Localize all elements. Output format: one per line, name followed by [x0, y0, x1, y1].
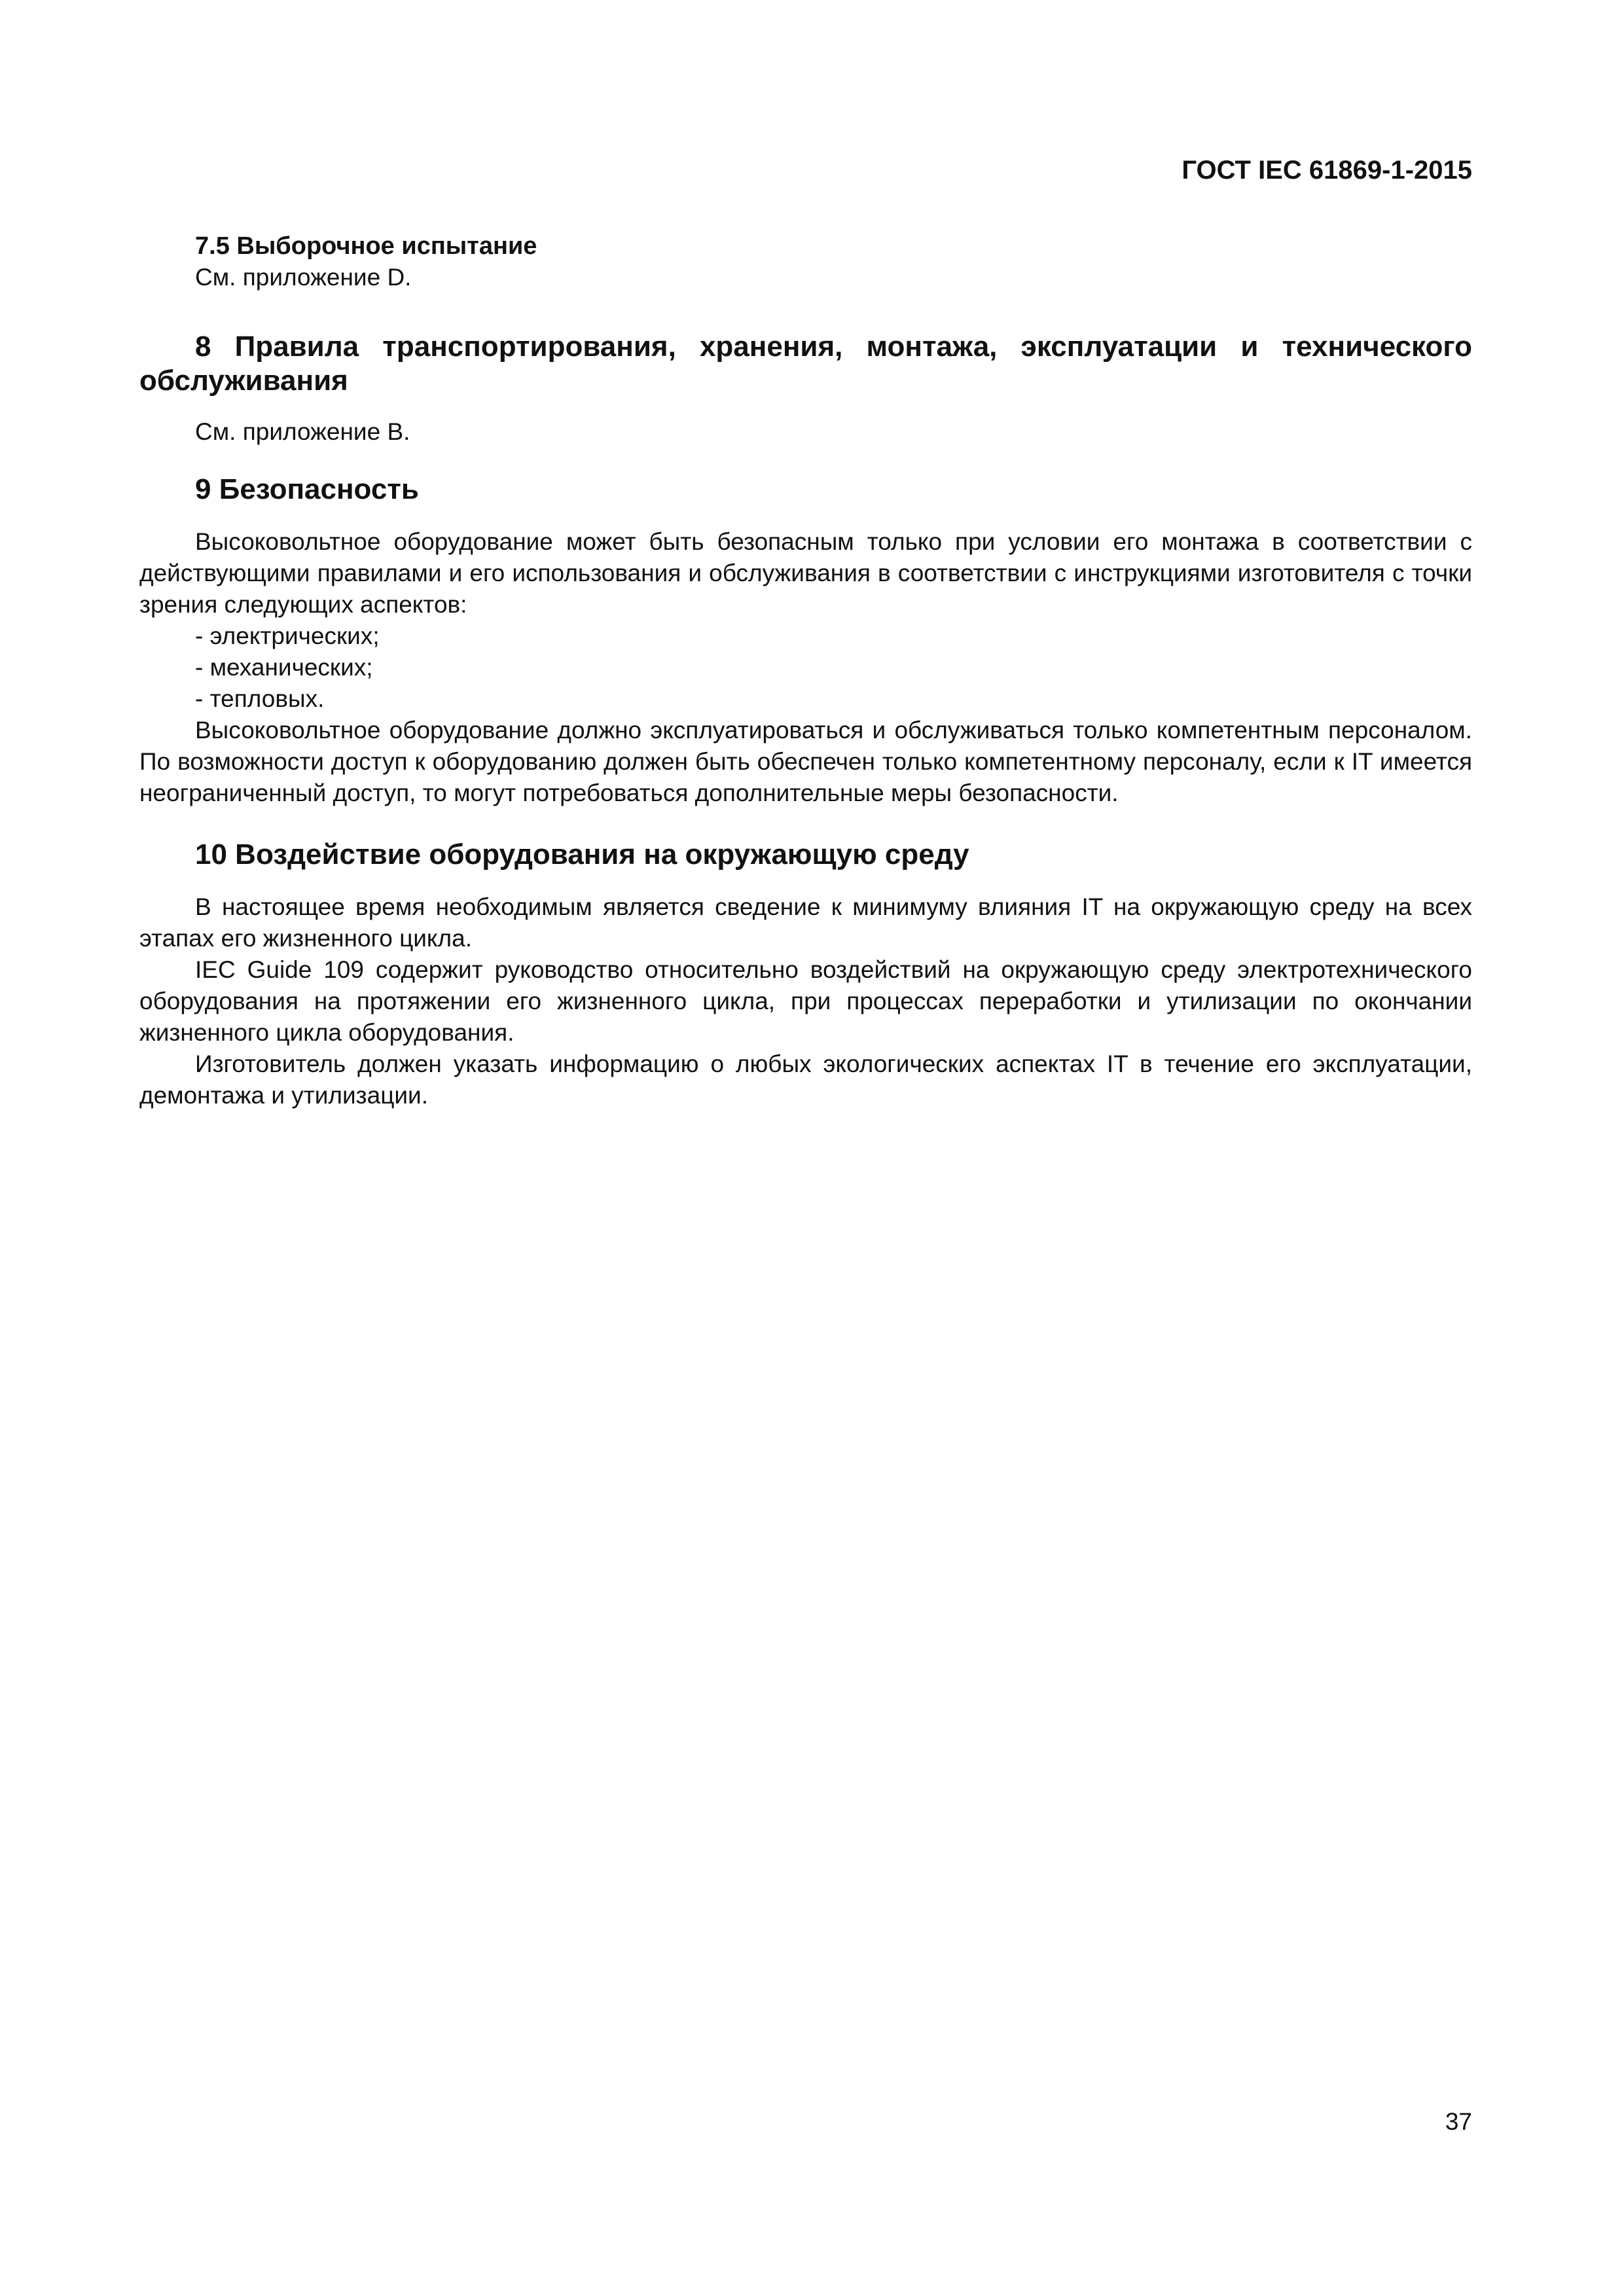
page-number: 37 — [1445, 2108, 1472, 2135]
document-code: ГОСТ IEC 61869-1-2015 — [1182, 156, 1472, 185]
section-9-heading: 9 Безопасность — [195, 473, 419, 505]
page-content — [139, 230, 1472, 1111]
section-9-paragraph-2: Высоковольтное оборудование должно эксплуатироваться и обслуживаться только компетентным персоналом. По возможности доступ к оборудованию должен быть обеспечен только компетентному персоналу, если к IT имеется неограниченный доступ, то могут потребоваться дополнительные меры безопасности. — [139, 717, 1472, 806]
section-7-5-text: См. приложение D. — [195, 264, 412, 291]
section-7-5-heading: 7.5 Выборочное испытание — [195, 232, 537, 260]
section-9-list-item-1: - электрических; — [195, 622, 380, 649]
section-9-paragraph-1: Высоковольтное оборудование может быть безопасным только при условии его монтажа в соответствии с действующими правилами и его использования и обслуживания в соответствии с инструкциями изготовителя с точки зрения следующих аспектов: — [139, 528, 1472, 618]
section-10-paragraph-1: В настоящее время необходимым является сведение к минимуму влияния IT на окружающую среду на всех этапах его жизненного цикла. — [139, 893, 1472, 952]
section-8-text: См. приложение B. — [195, 418, 410, 445]
section-10-heading: 10 Воздействие оборудования на окружающую среду — [195, 838, 969, 870]
section-8-heading: 8 Правила транспортирования, хранения, монтажа, эксплуатации и технического обслуживания — [139, 331, 1472, 397]
section-9-list-item-3: - тепловых. — [195, 685, 325, 712]
section-10-paragraph-2: IEC Guide 109 содержит руководство относительно воздействий на окружающую среду электротехнического оборудования на протяжении его жизненного цикла, при процессах переработки и утилизации по окончании жизненного цикла оборудования. — [139, 956, 1472, 1046]
section-10-paragraph-3: Изготовитель должен указать информацию о любых экологических аспектах IT в течение его эксплуатации, демонтажа и утилизации. — [139, 1050, 1472, 1109]
section-9-list-item-2: - механических; — [195, 654, 373, 681]
